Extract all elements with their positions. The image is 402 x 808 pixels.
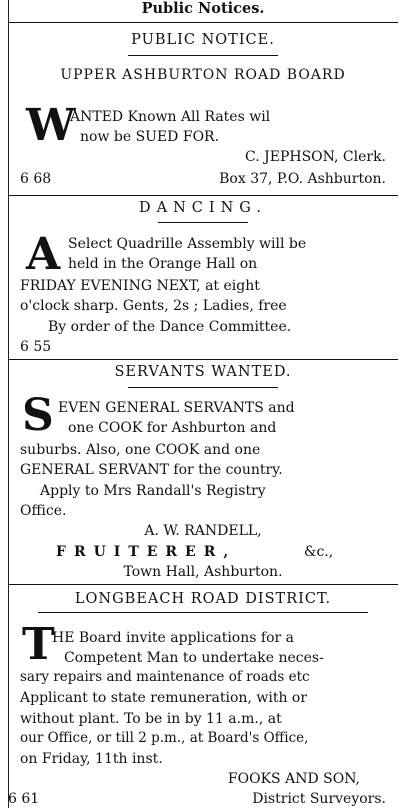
rule-top xyxy=(8,22,398,23)
notice1-line1: ANTED Known All Rates wil xyxy=(70,109,271,125)
notice4-code: 6 61 xyxy=(8,791,40,807)
notice3-line6: Office. xyxy=(20,503,67,519)
notice4-line1: HE Board invite applications for a xyxy=(52,630,294,646)
notice1-heading: PUBLIC NOTICE. xyxy=(131,32,275,48)
notice3-short-rule xyxy=(128,387,278,388)
notice4-line7: on Friday, 11th inst. xyxy=(20,751,163,767)
notice3-name: A. W. RANDELL, xyxy=(144,523,262,539)
notices-column xyxy=(8,0,398,808)
notice1-drop-cap: W xyxy=(26,100,76,151)
notice3-line1: EVEN GENERAL SERVANTS and xyxy=(58,400,295,416)
notice3-rule xyxy=(8,584,398,585)
notice3-line3: suburbs. Also, one COOK and one xyxy=(20,442,261,458)
notice3-line5: Apply to Mrs Randall's Registry xyxy=(40,483,266,499)
notice3-line4: GENERAL SERVANT for the country. xyxy=(20,462,283,478)
notice2-drop-cap: A xyxy=(26,229,61,280)
notice1-code: 6 68 xyxy=(20,171,52,187)
notice3-trade: FRUITERER, xyxy=(56,544,237,560)
notice1-signer: C. JEPHSON, Clerk. xyxy=(245,149,386,165)
notice4-short-rule xyxy=(38,612,368,613)
section-title: Public Notices. xyxy=(141,0,265,17)
notice4-line3: sary repairs and maintenance of roads etc xyxy=(20,669,310,685)
notice2-line5: By order of the Dance Committee. xyxy=(48,319,292,335)
notice2-short-rule xyxy=(158,222,248,223)
notice2-line3: FRIDAY EVENING NEXT, at eight xyxy=(20,278,260,294)
notice4-title: District Surveyors. xyxy=(252,791,386,807)
notice1-line2: now be SUED FOR. xyxy=(80,129,220,145)
notice1-rule xyxy=(8,195,398,196)
notice2-line4: o'clock sharp. Gents, 2s ; Ladies, free xyxy=(20,298,287,314)
notice4-line5: without plant. To be in by 11 a.m., at xyxy=(20,711,282,727)
notice3-address: Town Hall, Ashburton. xyxy=(123,564,283,580)
notice2-heading: DANCING. xyxy=(139,200,267,216)
notice3-line2: one COOK for Ashburton and xyxy=(68,420,277,436)
notice2-code: 6 55 xyxy=(20,339,52,355)
notice3-heading: SERVANTS WANTED. xyxy=(114,364,292,380)
notice4-line4: Applicant to state remuneration, with or xyxy=(20,690,308,706)
notice4-line6: our Office, or till 2 p.m., at Board's Office, xyxy=(20,730,309,746)
notice3-trade-etc: &c., xyxy=(304,544,334,560)
notice2-rule xyxy=(8,359,398,360)
notice3-drop-cap: S xyxy=(22,390,54,441)
notice1-address: Box 37, P.O. Ashburton. xyxy=(219,171,386,187)
notice1-short-rule xyxy=(128,55,278,56)
notice2-line2: held in the Orange Hall on xyxy=(68,256,258,272)
notice4-drop-cap: T xyxy=(22,619,55,670)
notice4-line2: Competent Man to undertake neces- xyxy=(64,650,324,666)
notice4-signer: FOOKS AND SON, xyxy=(227,771,360,787)
notice4-heading: LONGBEACH ROAD DISTRICT. xyxy=(74,591,332,607)
column-left-rule xyxy=(8,0,9,808)
notice2-line1: Select Quadrille Assembly will be xyxy=(68,236,307,252)
notice1-org: UPPER ASHBURTON ROAD BOARD xyxy=(60,67,346,83)
